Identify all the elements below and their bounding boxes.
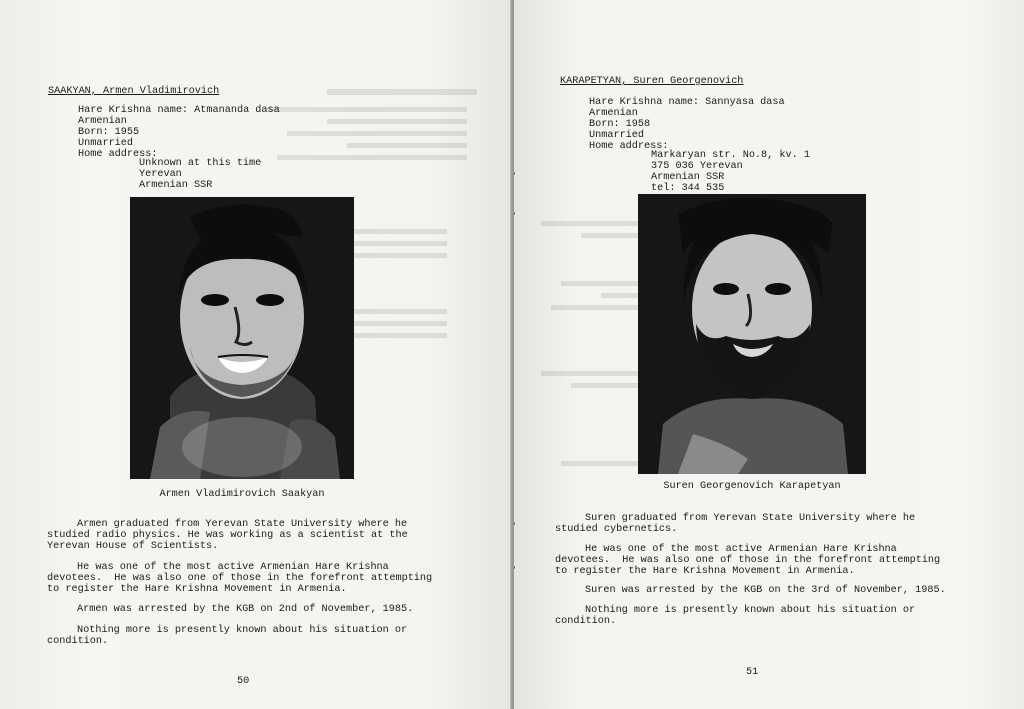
left-born: Born: 1955 [78,127,140,138]
right-nationality: Armenian [589,108,638,119]
binding-hole [514,522,515,525]
binding-hole [514,566,515,569]
left-portrait-photo [130,197,354,479]
left-status: Unmarried [78,138,134,149]
left-address-line: Yerevan [139,169,182,180]
right-born: Born: 1958 [589,119,651,130]
right-paragraph: Suren graduated from Yerevan State University where he studied cybernetics. [555,513,916,535]
right-given-names: Suren Georgenovich [633,76,744,87]
left-paragraph: Armen was arrested by the KGB on 2nd of November, 1985. [77,604,414,615]
right-heading [560,76,743,87]
binding-hole [514,212,515,215]
right-photo-caption: Suren Georgenovich Karapetyan [663,481,841,492]
right-page-number: 51 [746,667,759,678]
right-address-line: tel: 344 535 [651,183,725,194]
left-address-line: Armenian SSR [139,180,213,191]
left-photo-caption: Armen Vladimirovich Saakyan [159,489,325,500]
right-hk-name: Hare Krishna name: Sannyasa dasa [589,97,785,108]
right-address-label: Home address: [589,141,669,152]
right-page [514,0,1024,709]
left-paragraph: Nothing more is presently known about his situation or condition. [47,625,408,647]
right-paragraph: Suren was arrested by the KGB on the 3rd of November, 1985. [585,585,946,596]
left-page-number: 50 [237,676,250,687]
left-paragraph: He was one of the most active Armenian Hare Krishna devotees. He was also one of those in the forefront attempting to register the Hare Krishna Movement in Armenia. [47,562,433,595]
right-portrait-photo [638,194,866,474]
right-address-line: Armenian SSR [651,172,725,183]
left-given-names: Armen Vladimirovich [103,86,220,97]
left-heading [48,86,219,97]
left-hk-name: Hare Krishna name: Atmananda dasa [78,105,280,116]
left-address-line: Unknown at this time [139,158,262,169]
right-paragraph: He was one of the most active Armenian Hare Krishna devotees. He was also one of those in the forefront attempting to register the Hare Krishna Movement in Armenia. [555,544,941,577]
right-paragraph: Nothing more is presently known about his situation or condition. [555,605,916,627]
left-surname: SAAKYAN, [48,86,97,97]
left-address-label: Home address: [78,149,158,160]
right-address-line: Markaryan str. No.8, kv. 1 [651,150,810,161]
right-address-line: 375 036 Yerevan [651,161,743,172]
binding-hole [514,172,515,175]
right-surname: KARAPETYAN, [560,76,628,87]
left-paragraph: Armen graduated from Yerevan State University where he studied radio physics. He was working as a scientist at the Yerevan House of Scientists. [47,519,408,552]
right-status: Unmarried [589,130,645,141]
left-nationality: Armenian [78,116,127,127]
